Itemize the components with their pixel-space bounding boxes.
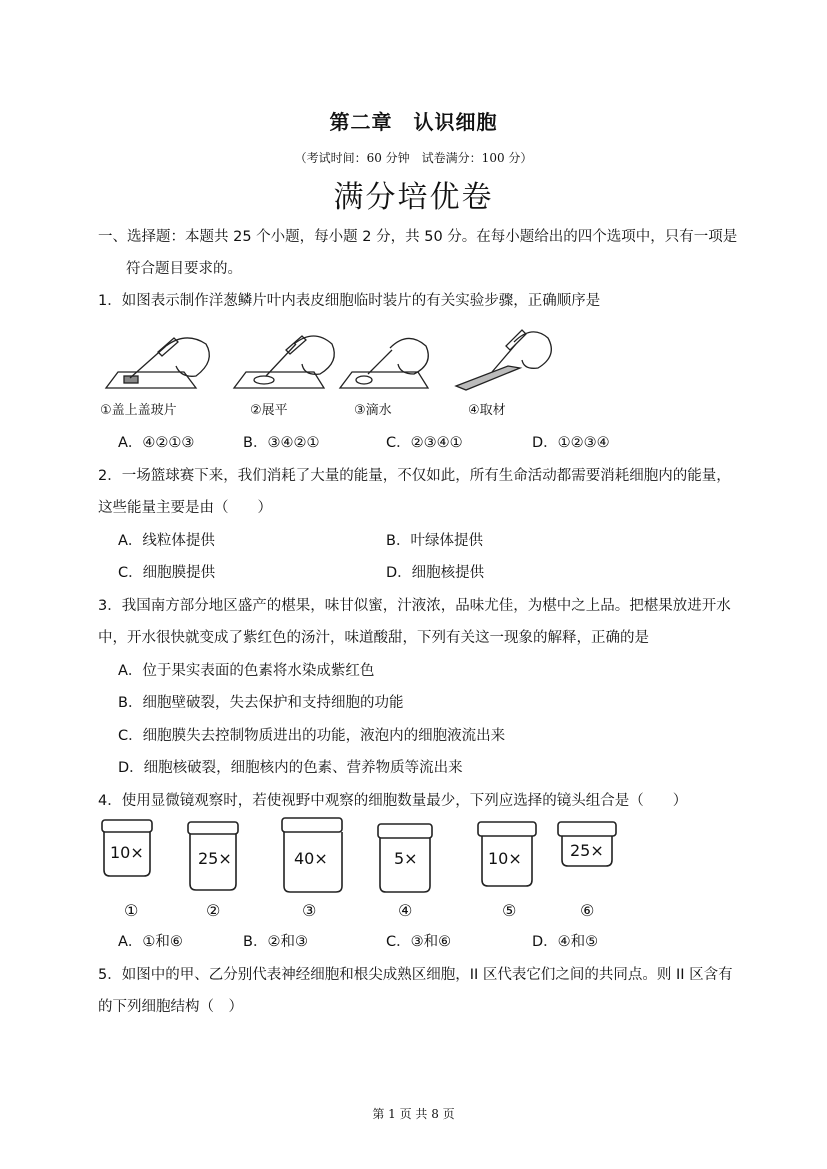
q4-option-b[interactable]: B．②和③ bbox=[243, 934, 308, 950]
q1-step3-illustration bbox=[340, 338, 428, 388]
lens-5-number: ⑤ bbox=[502, 901, 517, 920]
section-heading-line2: 符合题目要求的。 bbox=[126, 261, 242, 277]
q1-step4-illustration bbox=[456, 330, 551, 390]
q3-option-b[interactable]: B．细胞壁破裂，失去保护和支持细胞的功能 bbox=[118, 695, 404, 711]
q1-option-c[interactable]: C．②③④① bbox=[386, 435, 463, 451]
q1-fig-label-3: ③滴水 bbox=[354, 403, 392, 418]
q1-stem: 1．如图表示制作洋葱鳞片叶内表皮细胞临时装片的有关实验步骤，正确顺序是 bbox=[98, 293, 601, 309]
page-footer: 第 1 页 共 8 页 bbox=[372, 1107, 455, 1121]
q2-stem-line2: 这些能量主要是由（ ） bbox=[98, 500, 272, 516]
lens-3-number: ③ bbox=[302, 901, 317, 920]
q3-stem-line2: 中，开水很快就变成了紫红色的汤汁，味道酸甜，下列有关这一现象的解释，正确的是 bbox=[98, 630, 649, 646]
lens-6-label: 25× bbox=[570, 841, 604, 860]
q1-option-b[interactable]: B．③④②① bbox=[243, 435, 320, 451]
q4-option-a[interactable]: A．①和⑥ bbox=[118, 934, 183, 950]
q1-figure bbox=[96, 316, 566, 422]
q2-option-a[interactable]: A．线粒体提供 bbox=[118, 533, 215, 549]
lens-4-label: 5× bbox=[394, 849, 418, 868]
q1-step1-illustration bbox=[106, 338, 209, 388]
section-heading-line1: 一、选择题：本题共 25 个小题，每小题 2 分，共 50 分。在每小题给出的四个选项中，只有一项是 bbox=[98, 229, 738, 245]
q2-option-c[interactable]: C．细胞膜提供 bbox=[118, 565, 216, 581]
q5-stem-line1: 5．如图中的甲、乙分别代表神经细胞和根尖成熟区细胞，II 区代表它们之间的共同点。则 II 区含有 bbox=[98, 967, 733, 983]
lens-2-number: ② bbox=[206, 901, 221, 920]
q1-step2-illustration bbox=[234, 336, 334, 388]
q2-option-d[interactable]: D．细胞核提供 bbox=[386, 565, 485, 581]
lens-5-label: 10× bbox=[488, 849, 522, 868]
lens-6-number: ⑥ bbox=[580, 901, 595, 920]
q1-option-a[interactable]: A．④②①③ bbox=[118, 435, 195, 451]
chapter-title: 第二章 认识细胞 bbox=[329, 110, 498, 134]
q1-option-d[interactable]: D．①②③④ bbox=[532, 435, 610, 451]
lens-2-label: 25× bbox=[198, 849, 232, 868]
paper-title: 满分培优卷 bbox=[333, 180, 494, 215]
q3-option-a[interactable]: A．位于果实表面的色素将水染成紫红色 bbox=[118, 663, 375, 679]
exam-info: （考试时间：60 分钟 试卷满分：100 分） bbox=[294, 151, 533, 165]
q3-option-d[interactable]: D．细胞核破裂，细胞核内的色素、营养物质等流出来 bbox=[118, 760, 463, 776]
q4-option-d[interactable]: D．④和⑤ bbox=[532, 934, 599, 950]
lens-4-number: ④ bbox=[398, 901, 413, 920]
lens-3-label: 40× bbox=[294, 849, 328, 868]
q4-lens-figure bbox=[96, 812, 636, 922]
lens-1-label: 10× bbox=[110, 843, 144, 862]
q1-fig-label-2: ②展平 bbox=[250, 403, 288, 418]
q1-fig-label-1: ①盖上盖玻片 bbox=[100, 403, 177, 418]
q5-stem-line2: 的下列细胞结构（ ） bbox=[98, 999, 243, 1015]
q3-option-c[interactable]: C．细胞膜失去控制物质进出的功能，液泡内的细胞液流出来 bbox=[118, 728, 506, 744]
q4-stem: 4．使用显微镜观察时，若使视野中观察的细胞数量最少，下列应选择的镜头组合是（ ） bbox=[98, 793, 688, 809]
q4-option-c[interactable]: C．③和⑥ bbox=[386, 934, 452, 950]
lens-1-number: ① bbox=[124, 901, 139, 920]
q2-stem-line1: 2．一场篮球赛下来，我们消耗了大量的能量，不仅如此，所有生命活动都需要消耗细胞内的能量， bbox=[98, 468, 731, 484]
q2-option-b[interactable]: B．叶绿体提供 bbox=[386, 533, 483, 549]
q1-fig-label-4: ④取材 bbox=[468, 403, 506, 418]
q3-stem-line1: 3．我国南方部分地区盛产的椹果，味甘似蜜，汁液浓，品味尤佳，为椹中之上品。把椹果放进开水 bbox=[98, 598, 731, 614]
